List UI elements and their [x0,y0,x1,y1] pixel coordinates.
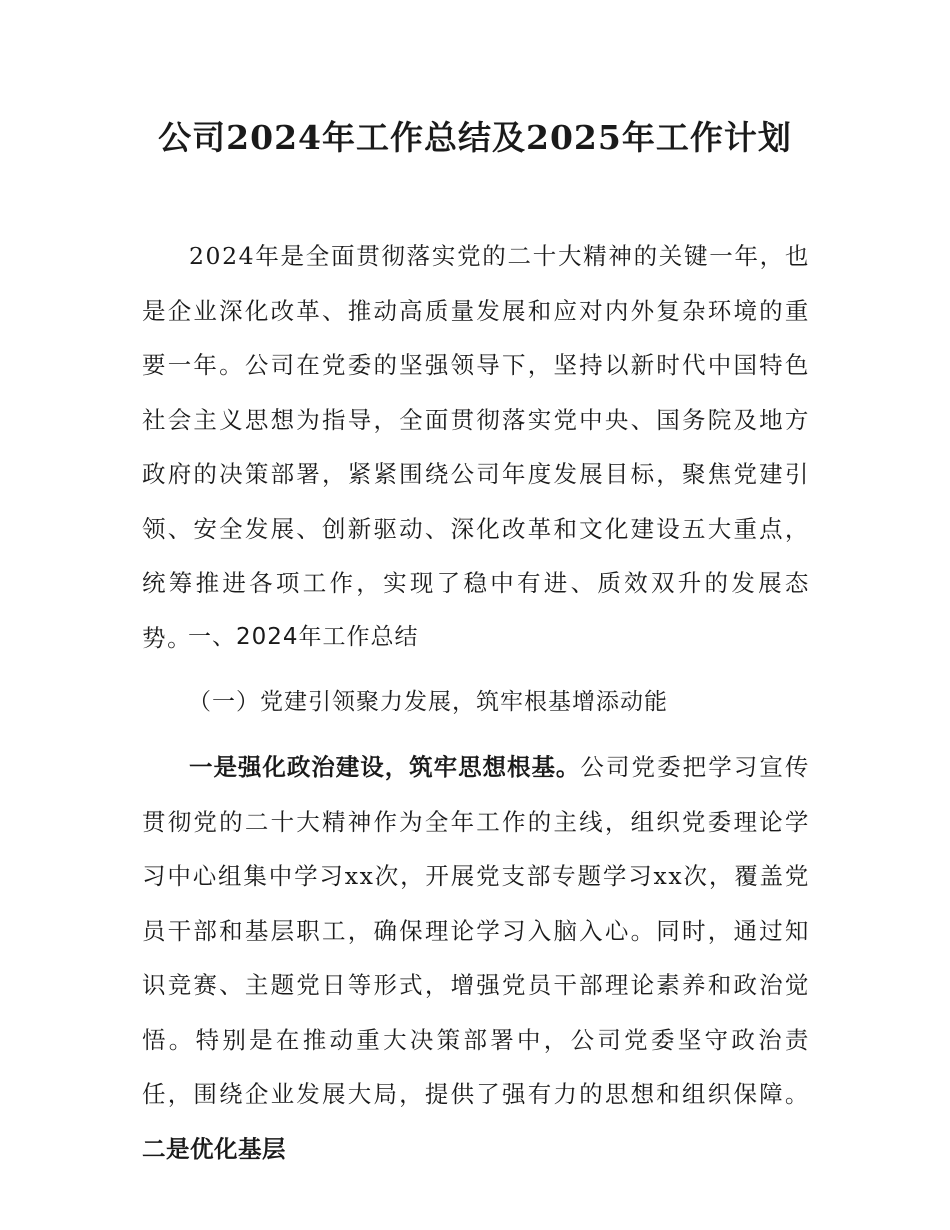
paragraph-body: 公司党委把学习宣传贯彻党的二十大精神作为全年工作的主线，组织党委理论学习中心组集中学习xx次，开展党支部专题学习xx次，覆盖党员干部和基层职工，确保理论学习入脑入心。同时，通过知识竞赛、主题党日等形式，增强党员干部理论素养和政治觉悟。特别是在推动重大决策部署中，公司党委坚守政治责任，围绕企业发展大局，提供了强有力的思想和组织保障。 [142,753,811,1108]
subsection-heading: （一）党建引领聚力发展，筑牢根基增添动能 [188,689,668,715]
intro-paragraph: 2024年是全面贯彻落实党的二十大精神的关键一年，也是企业深化改革、推动高质量发展和应对内外复杂环境的重要一年。公司在党委的坚强领导下，坚持以新时代中国特色社会主义思想为指导，全面贯彻落实党中央、国务院及地方政府的决策部署，紧紧围绕公司年度发展目标，聚焦党建引领、安全发展、创新驱动、深化改革和文化建设五大重点，统筹推进各项工作，实现了稳中有进、质效双升的发展态势。 [142,242,810,652]
paragraph-lead-bold: 一是强化政治建设，筑牢思想根基。 [189,753,581,781]
body-paragraph [142,740,810,1176]
section-heading: 一、2024年工作总结 [188,624,419,650]
paragraph-tail-bold: 二是优化基层 [142,1134,286,1163]
document-title: 公司2024年工作总结及2025年工作计划 [158,118,792,157]
